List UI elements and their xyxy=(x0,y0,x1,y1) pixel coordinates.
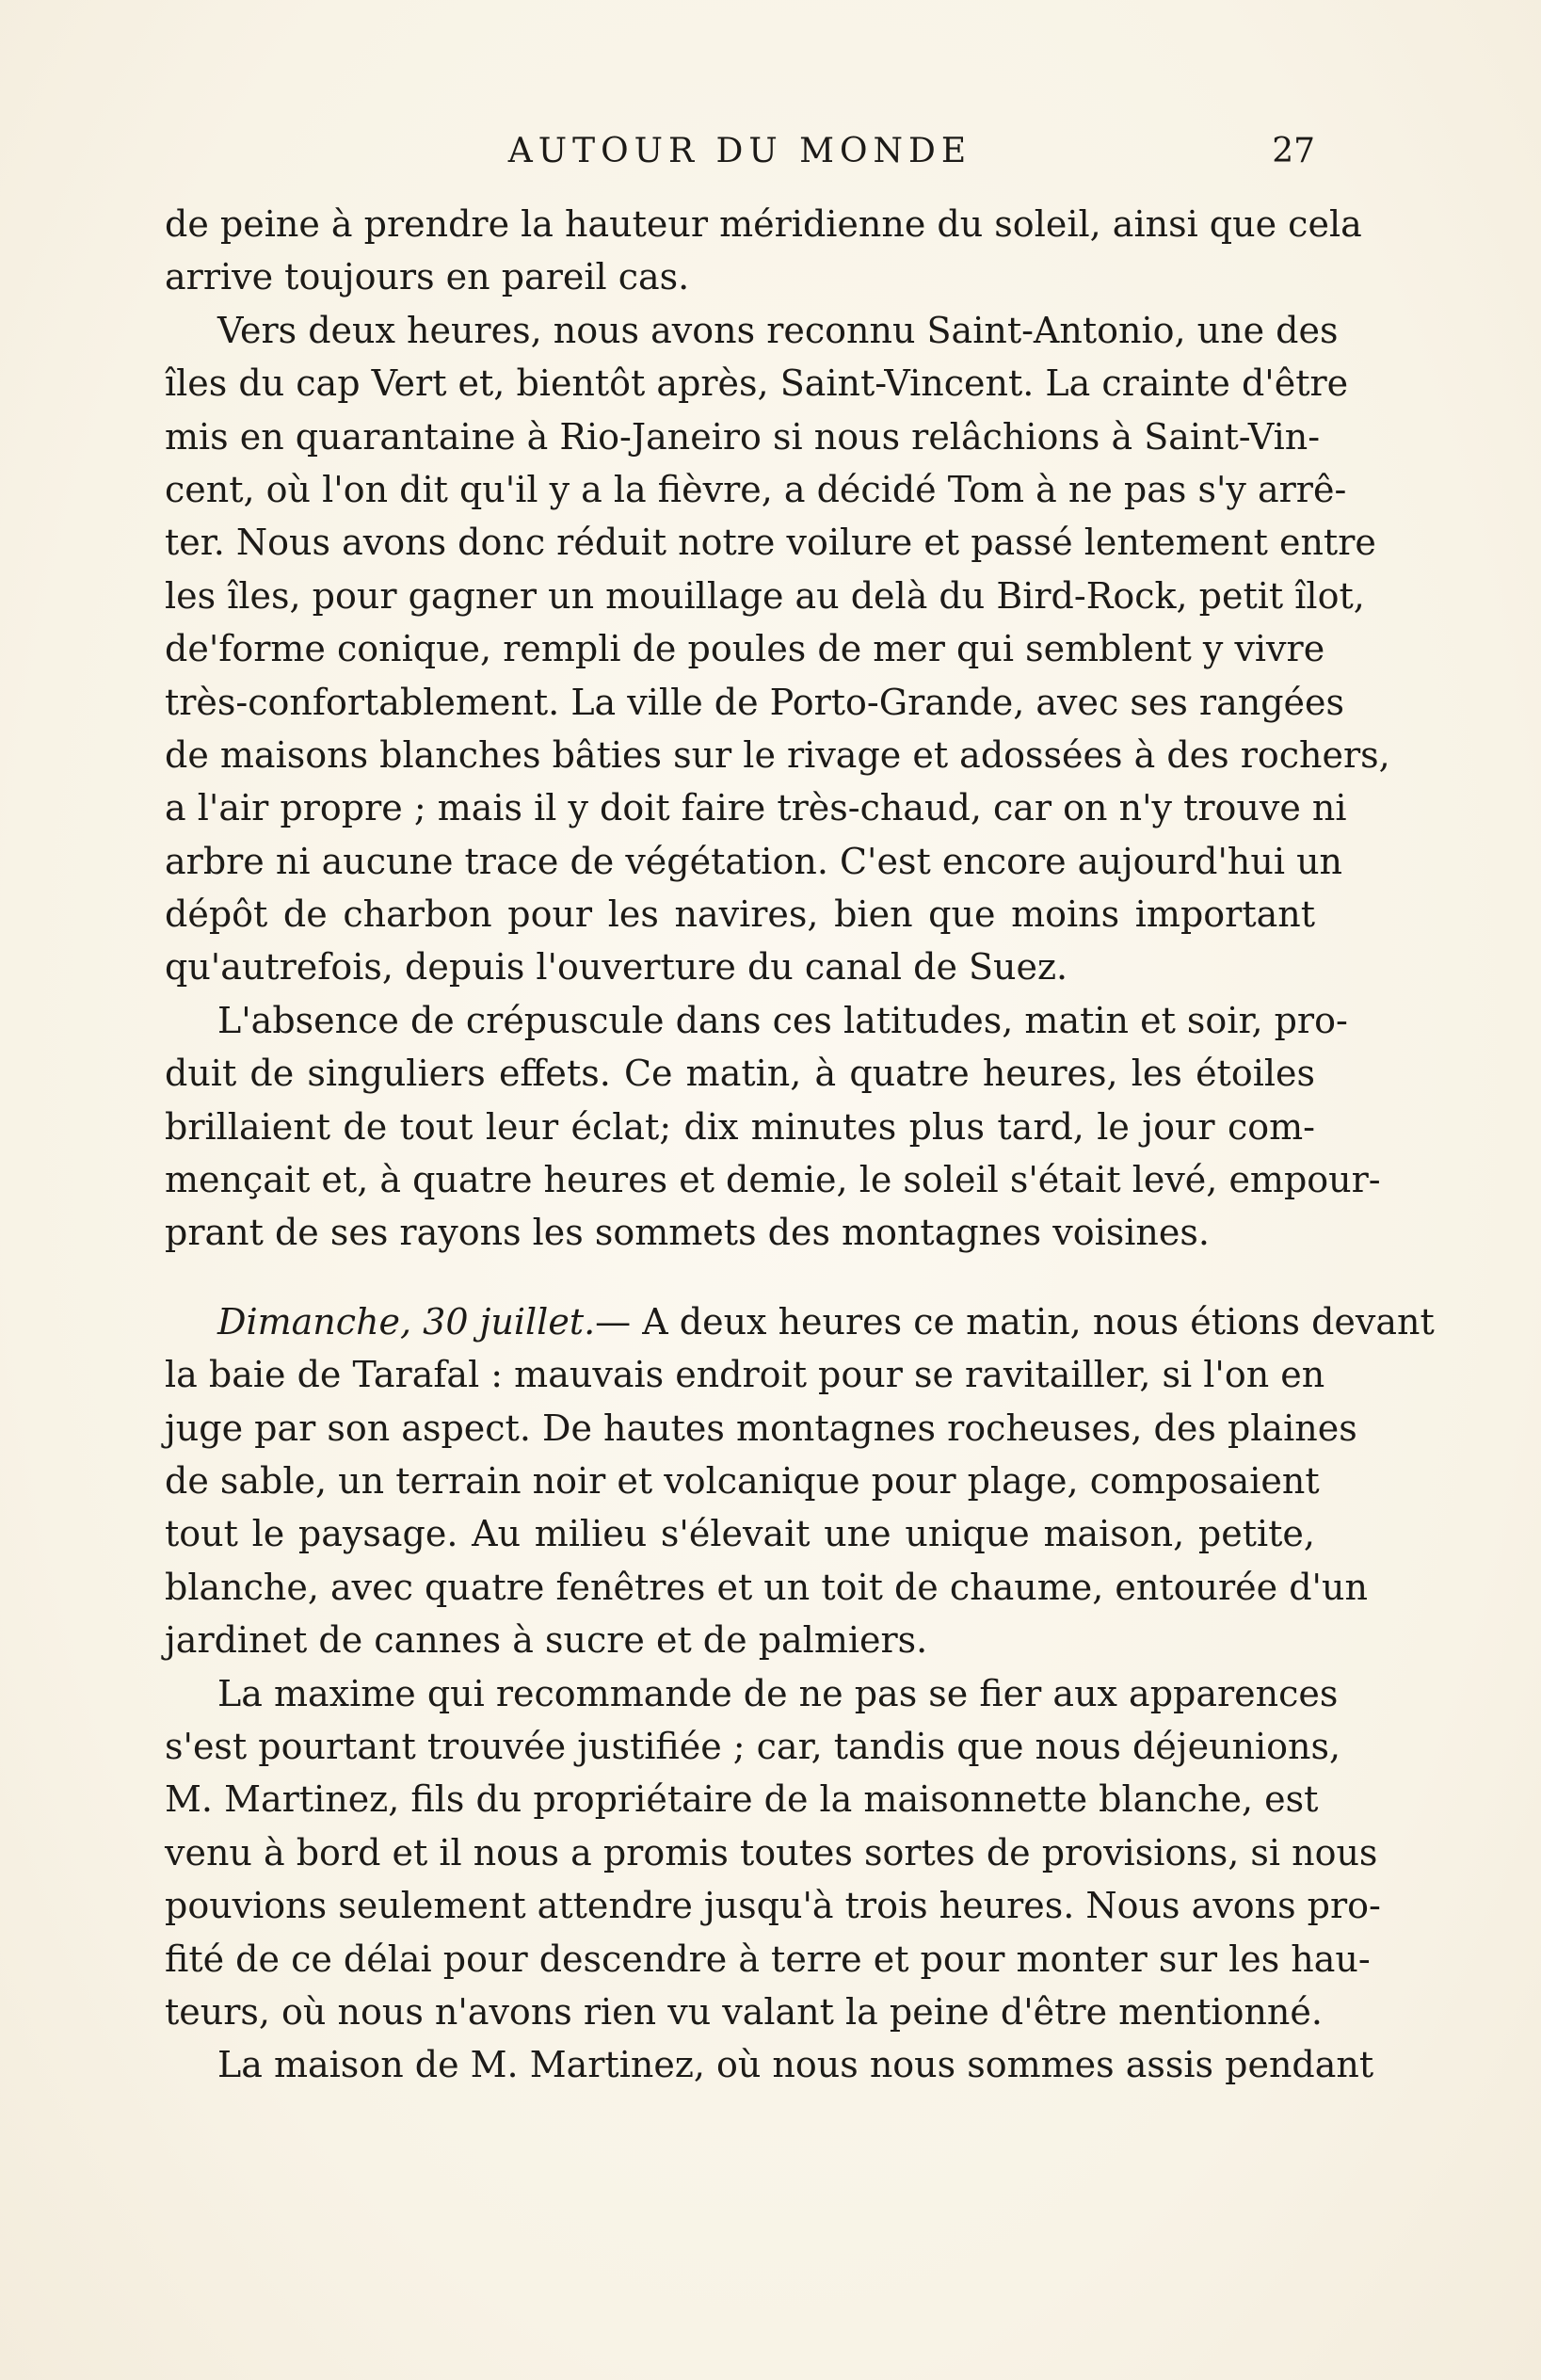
text-line: Vers deux heures, nous avons reconnu Saint-Antonio, une des xyxy=(217,309,1339,351)
body-text xyxy=(165,198,1435,2092)
text-line: a l'air propre ; mais il y doit faire très-chaud, car on n'y trouve ni xyxy=(165,787,1347,829)
text-line: de sable, un terrain noir et volcanique pour plage, composaient xyxy=(165,1459,1320,1502)
text-line: tout le paysage. Au milieu s'élevait une unique maison, petite, xyxy=(165,1513,1315,1555)
text-line: teurs, où nous n'avons rien vu valant la peine d'être mentionné. xyxy=(165,1990,1323,2033)
text-line: qu'autrefois, depuis l'ouverture du canal de Suez. xyxy=(165,946,1068,989)
text-line: la baie de Tarafal : mauvais endroit pour se ravitailler, si l'on en xyxy=(165,1354,1325,1396)
text-line: les îles, pour gagner un mouillage au delà du Bird-Rock, petit îlot, xyxy=(165,574,1365,617)
text-line: La maxime qui recommande de ne pas se fier aux apparences xyxy=(217,1672,1339,1714)
text-line: arrive toujours en pareil cas. xyxy=(165,256,690,298)
text-line: prant de ses rayons les sommets des montagnes voisines. xyxy=(165,1212,1210,1254)
running-title: AUTOUR DU MONDE xyxy=(507,132,972,170)
page-header xyxy=(165,128,1315,175)
text-line: îles du cap Vert et, bientôt après, Saint-Vincent. La crainte d'être xyxy=(165,362,1349,405)
text-line: ter. Nous avons donc réduit notre voilure et passé lentement entre xyxy=(165,522,1376,564)
text-line: très-confortablement. La ville de Porto-Grande, avec ses rangées xyxy=(165,681,1344,723)
text-line: brillaient de tout leur éclat; dix minutes plus tard, le jour com- xyxy=(165,1105,1315,1148)
text-line: blanche, avec quatre fenêtres et un toit de chaume, entourée d'un xyxy=(165,1566,1368,1608)
dated-entry-line xyxy=(165,1295,1435,1348)
page-number: 27 xyxy=(1272,132,1315,170)
text-line: de maisons blanches bâties sur le rivage et adossées à des rochers, xyxy=(165,733,1390,776)
text-line: duit de singuliers effets. Ce matin, à quatre heures, les étoiles xyxy=(165,1053,1315,1095)
text-line: La maison de M. Martinez, où nous nous sommes assis pendant xyxy=(217,2044,1374,2086)
text-line: de peine à prendre la hauteur méridienne du soleil, ainsi que cela xyxy=(165,203,1362,245)
text-line: de'forme conique, rempli de poules de mer qui semblent y vivre xyxy=(165,628,1325,670)
text-line: L'absence de crépuscule dans ces latitudes, matin et soir, pro- xyxy=(217,999,1348,1041)
text-line: fité de ce délai pour descendre à terre et pour monter sur les hau- xyxy=(165,1938,1371,1980)
text-line: s'est pourtant trouvée justifiée ; car, tandis que nous déjeunions, xyxy=(165,1725,1341,1767)
text-line: cent, où l'on dit qu'il y a la fièvre, a décidé Tom à ne pas s'y arrê- xyxy=(165,468,1347,510)
text-line: mis en quarantaine à Rio-Janeiro si nous relâchions à Saint-Vin- xyxy=(165,415,1321,458)
text-line: venu à bord et il nous a promis toutes sortes de provisions, si nous xyxy=(165,1831,1378,1873)
text-line: pouvions seulement attendre jusqu'à trois heures. Nous avons pro- xyxy=(165,1885,1381,1927)
entry-text: — A deux heures ce matin, nous étions devant xyxy=(595,1300,1435,1343)
text-line: M. Martinez, fils du propriétaire de la maisonnette blanche, est xyxy=(165,1778,1319,1821)
text-line: jardinet de cannes à sucre et de palmiers. xyxy=(165,1619,928,1662)
text-line: arbre ni aucune trace de végétation. C'est encore aujourd'hui un xyxy=(165,840,1343,882)
text-line: mençait et, à quatre heures et demie, le soleil s'était levé, empour- xyxy=(165,1159,1381,1201)
text-line: dépôt de charbon pour les navires, bien que moins important xyxy=(165,893,1315,936)
text-line: juge par son aspect. De hautes montagnes rocheuses, des plaines xyxy=(165,1407,1357,1449)
entry-date: Dimanche, 30 juillet. xyxy=(217,1300,596,1343)
